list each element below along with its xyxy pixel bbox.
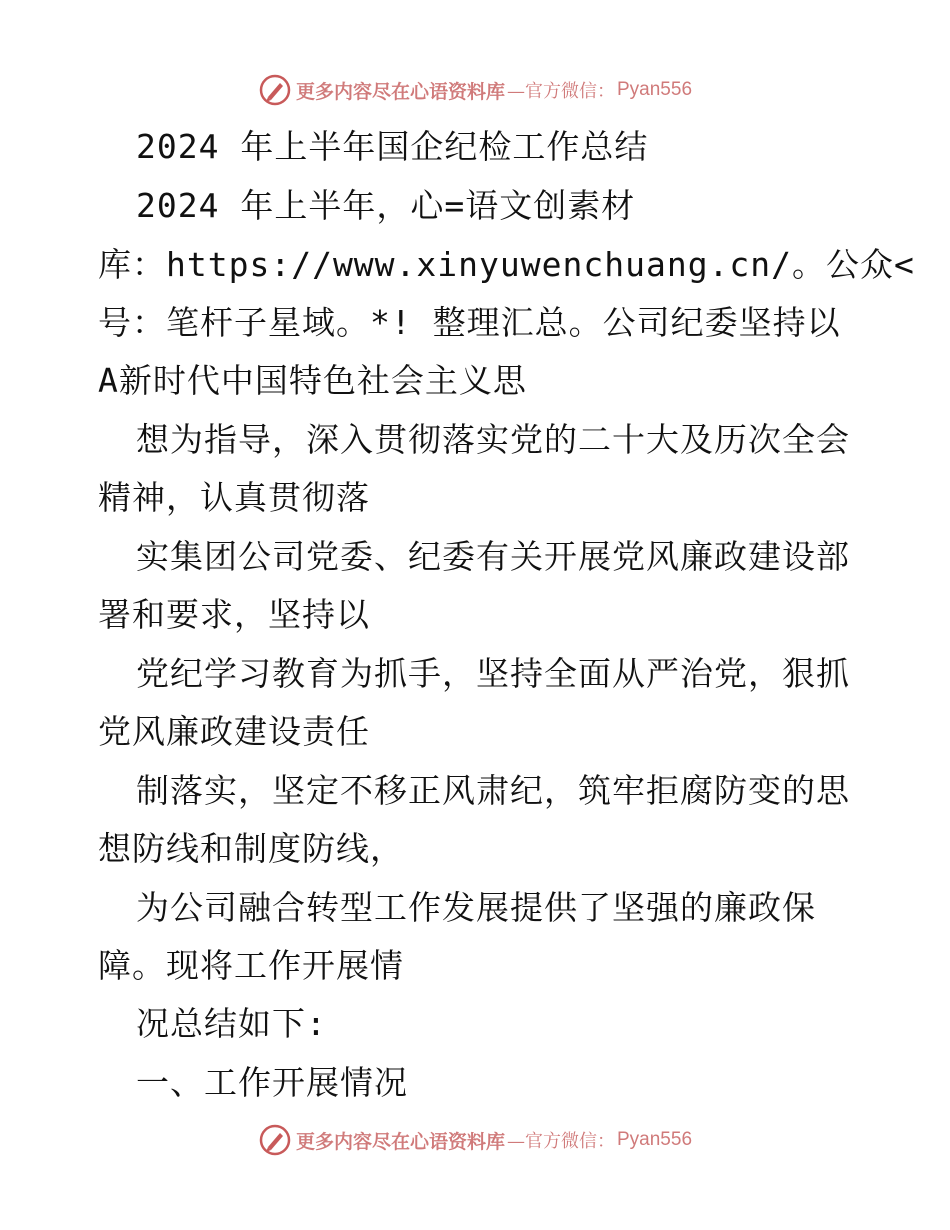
paragraph-line: A新时代中国特色社会主义思 bbox=[98, 361, 527, 400]
watermark-banner-top bbox=[0, 70, 950, 110]
watermark-main-text: 更多内容尽在心语资料库 bbox=[295, 1130, 505, 1153]
watermark-main-text: 更多内容尽在心语资料库 bbox=[295, 80, 505, 103]
pen-logo-icon bbox=[258, 73, 292, 107]
paragraph-line: 署和要求，坚持以 bbox=[98, 595, 370, 634]
paragraph-line: 实集团公司党委、纪委有关开展党风廉政建设部 bbox=[136, 537, 850, 576]
watermark-sub-text: —官方微信： bbox=[507, 1131, 615, 1152]
paragraph-line: 库：https://www.xinyuwenchuang.cn/。公众< bbox=[98, 245, 915, 284]
paragraph-line: 精神，认真贯彻落 bbox=[98, 478, 370, 517]
paragraph-line: 号：笔杆子星域。*! 整理汇总。公司纪委坚持以 bbox=[98, 303, 841, 342]
paragraph-line: 2024 年上半年，心=语文创素材 bbox=[136, 186, 636, 225]
paragraph-line: 为公司融合转型工作发展提供了坚强的廉政保 bbox=[136, 888, 816, 927]
paragraph-line: 党纪学习教育为抓手，坚持全面从严治党，狠抓 bbox=[136, 654, 850, 693]
watermark-id-text: Pyan556 bbox=[617, 79, 693, 100]
paragraph-line: 况总结如下: bbox=[136, 1004, 327, 1043]
pen-logo-icon bbox=[258, 1123, 292, 1157]
section-heading: 一、工作开展情况 bbox=[136, 1063, 408, 1102]
paragraph-line: 想防线和制度防线， bbox=[98, 829, 404, 868]
watermark-banner-bottom bbox=[0, 1120, 950, 1160]
paragraph-line: 党风廉政建设责任 bbox=[98, 712, 370, 751]
paragraph-line: 障。现将工作开展情 bbox=[98, 946, 404, 985]
paragraph-line: 想为指导，深入贯彻落实党的二十大及历次全会 bbox=[136, 420, 850, 459]
watermark-id-text: Pyan556 bbox=[617, 1129, 693, 1150]
document-title: 2024 年上半年国企纪检工作总结 bbox=[136, 127, 649, 166]
paragraph-line: 制落实，坚定不移正风肃纪，筑牢拒腐防变的思 bbox=[136, 771, 850, 810]
watermark-sub-text: —官方微信： bbox=[507, 81, 615, 102]
